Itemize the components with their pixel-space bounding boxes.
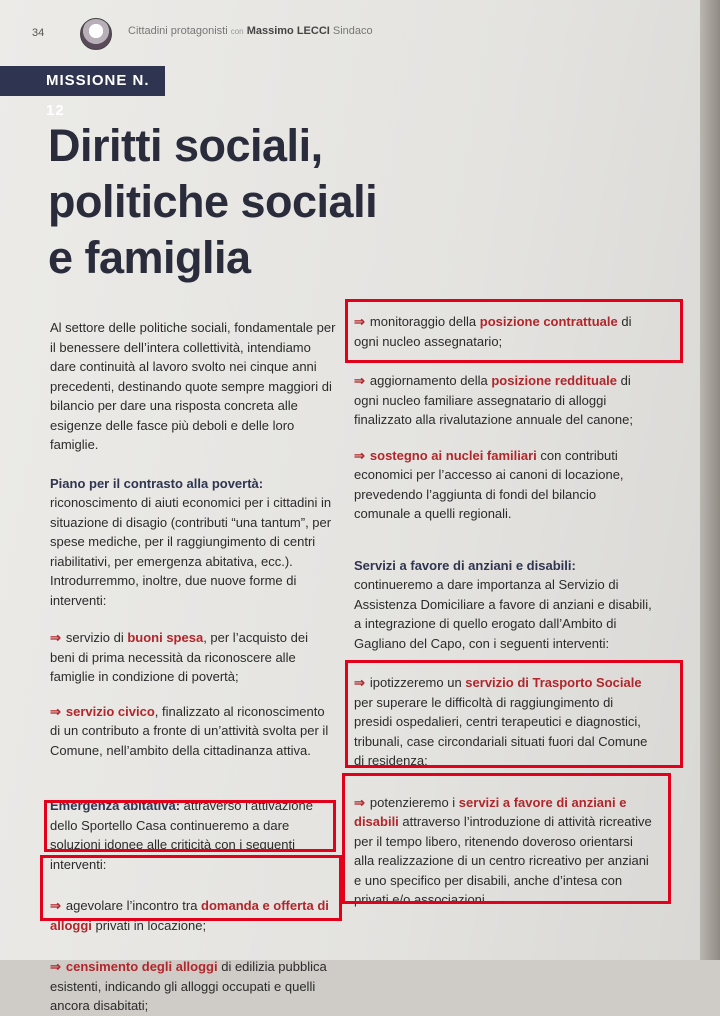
highlight-posizione-contrattuale: posizione contrattuale	[479, 314, 618, 329]
bullet-trasporto-sociale: ⇒ ipotizzeremo un servizio di Trasporto Sociale per superare le difficoltà di raggiungimento di presidi ospedalieri, centri terapeutici e diagnostici, tribunali, case circondariali situati fuori dal Comune di residenza;	[354, 675, 648, 768]
arrow-icon: ⇒	[50, 959, 61, 974]
elderly-paragraph	[354, 556, 654, 654]
bullet-posizione-reddituale: ⇒ aggiornamento della posizione reddituale di ogni nucleo familiare assegnatario di alloggi finalizzato alla rivalutazione annuale del canone;	[354, 373, 633, 427]
mission-label: MISSIONE N. 12	[0, 66, 165, 96]
annotation-box-domanda-offerta	[44, 800, 336, 852]
annotation-box-servizi-anziani	[342, 773, 671, 904]
intro-paragraph: Al settore delle politiche sociali, fondamentale per il benessere dell’intera collettività, intendiamo dare continuità al lavoro svolto nei cinque anni precedenti, destinando quote sempre maggiori di bilancio per dare una risposta concreta alle esigenze delle fasce più deboli e delle loro famiglie.	[50, 320, 336, 452]
arrow-icon: ⇒	[50, 898, 61, 913]
municipal-logo-icon	[80, 18, 112, 50]
page-edge	[700, 0, 720, 960]
bullet-nuclei-familiari: ⇒ sostegno ai nuclei familiari con contributi economici per l’accesso ai canoni di locazione, prevedendo l’aggiunta di fondi del bilancio comunale a quelli regionali.	[354, 447, 624, 521]
elderly-title: Servizi a favore di anziani e disabili:	[354, 557, 576, 573]
header-title-suffix: Sindaco	[332, 25, 373, 37]
arrow-icon: ⇒	[354, 675, 365, 690]
arrow-icon: ⇒	[354, 794, 365, 810]
arrow-icon: ⇒	[50, 703, 61, 719]
arrow-icon: ⇒	[354, 373, 365, 388]
header-title-connector: con	[230, 27, 244, 36]
arrow-icon: ⇒	[50, 630, 61, 645]
arrow-icon: ⇒	[354, 447, 365, 463]
bullet-servizi-anziani: ⇒ potenzieremo i servizi a favore di anziani e disabili attraverso l’introduzione di attività ricreative per il tempo libero, ritenendo doveroso orientarsi alla realizzazione di un centro ricreativo per anziani e uno specifico per disabili, anche d’intesa con privati e/o associazioni.	[354, 794, 652, 907]
header-title-name: Massimo LECCI	[246, 25, 330, 37]
annotation-box-trasporto-sociale	[345, 660, 683, 768]
bullet-posizione-contrattuale: ⇒ monitoraggio della posizione contrattuale di ogni nucleo assegnatario;	[354, 314, 632, 349]
highlight-nuclei-familiari: sostegno ai nuclei familiari	[369, 447, 537, 463]
poverty-text: riconoscimento di aiuti economici per i cittadini in situazione di disagio (contributi “una tantum”, per spese mediche, per il raggiungimento di centri riabilitativi, per emergenza abitativa, ecc.). Introdurremmo, inoltre, due nuove forme di interventi:	[50, 495, 332, 608]
title-line-2: politiche sociali	[48, 176, 378, 227]
title-line-3: e famiglia	[48, 232, 251, 283]
housing-text: attraverso l’attivazione dello Sportello Casa continueremo a dare soluzioni idonee alle criticità con i seguenti interventi:	[50, 798, 313, 872]
header-title-prefix: Cittadini protagonisti	[128, 25, 228, 37]
highlight-servizi-anziani: servizi a favore di anziani e disabili	[354, 794, 627, 829]
bullet-buoni-spesa: ⇒ servizio di buoni spesa, per l’acquisto dei beni di prima necessità da riconoscere alle famiglie in condizione di povertà;	[50, 630, 308, 684]
annotation-box-posizione-contrattuale	[345, 299, 683, 363]
title-line-1: Diritti sociali,	[48, 120, 323, 171]
bullet-servizio-civico: ⇒ servizio civico, finalizzato al riconoscimento di un contributo a fronte di un’attività svolta per il Comune, nell’ambito della cittadinanza attiva.	[50, 703, 329, 758]
highlight-censimento: censimento degli alloggi	[65, 959, 218, 974]
page-number: 34	[32, 27, 45, 39]
poverty-title: Piano per il contrasto alla povertà:	[50, 475, 264, 491]
annotation-box-censimento	[40, 855, 342, 921]
highlight-servizio-civico: servizio civico	[65, 703, 155, 719]
arrow-icon: ⇒	[354, 314, 365, 329]
highlight-trasporto-sociale: servizio di Trasporto Sociale	[465, 675, 642, 690]
header-title	[128, 25, 373, 37]
highlight-posizione-reddituale: posizione reddituale	[491, 373, 618, 388]
housing-title: Emergenza abitativa:	[50, 798, 181, 813]
page-header	[30, 18, 430, 52]
page-title	[48, 118, 377, 286]
poverty-paragraph	[50, 474, 336, 611]
highlight-domanda-offerta: domanda e offerta di alloggi	[50, 898, 329, 933]
bullet-censimento: ⇒ censimento degli alloggi di edilizia pubblica esistenti, indicando gli alloggi occupati e quelli ancora disabitati;	[50, 959, 327, 1013]
highlight-buoni-spesa: buoni spesa	[127, 630, 204, 645]
bullet-domanda-offerta: ⇒ agevolare l’incontro tra domanda e offerta di alloggi privati in locazione;	[50, 898, 329, 933]
elderly-text: continueremo a dare importanza al Servizio di Assistenza Domiciliare a favore di anziani e disabili, a integrazione di quello erogato dall’Ambito di Gagliano del Capo, con i seguenti interventi:	[354, 577, 652, 651]
